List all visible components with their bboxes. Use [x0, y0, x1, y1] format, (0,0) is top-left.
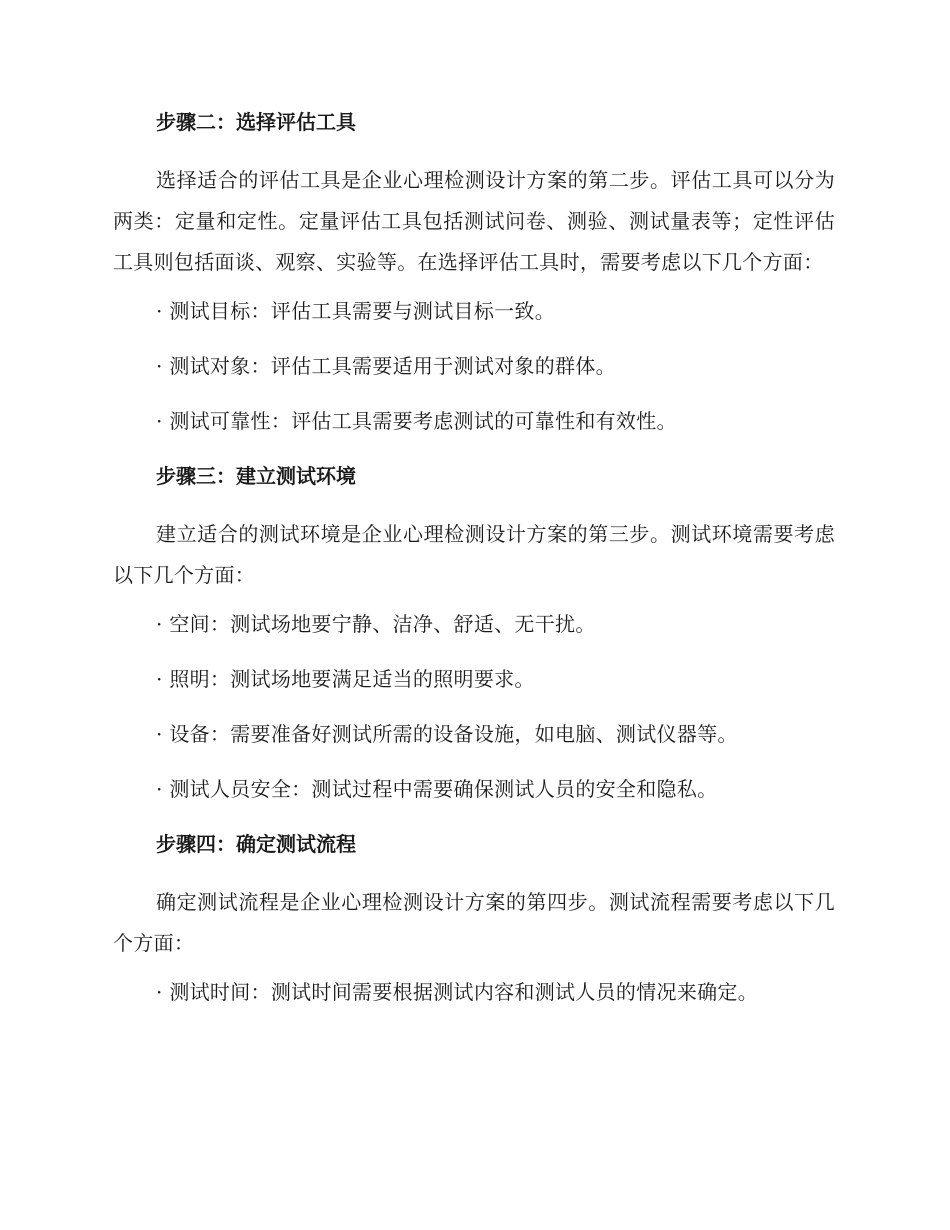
bullet-item: · 测试时间：测试时间需要根据测试内容和测试人员的情况来确定。 [156, 980, 759, 1004]
section-paragraph: 选择适合的评估工具是企业心理检测设计方案的第二步。评估工具可以分为两类：定量和定性。定量评估工具包括测试问卷、测验、测试量表等；定性评估工具则包括面谈、观察、实验等。在选择评估工具时，需要考虑以下几个方面： [113, 168, 835, 274]
bullet-item: · 测试目标：评估工具需要与测试目标一致。 [156, 299, 556, 323]
section-paragraph: 确定测试流程是企业心理检测设计方案的第四步。测试流程需要考虑以下几个方面： [113, 890, 835, 955]
bullet-item: · 空间：测试场地要宁静、洁净、舒适、无干扰。 [156, 612, 596, 636]
bullet-item: · 测试可靠性：评估工具需要考虑测试的可靠性和有效性。 [156, 409, 677, 433]
bullet-item: · 测试对象：评估工具需要适用于测试对象的群体。 [156, 354, 616, 378]
document-page [113, 106, 835, 1031]
bullet-item: · 设备：需要准备好测试所需的设备设施，如电脑、测试仪器等。 [156, 722, 738, 746]
section-heading: 步骤四：确定测试流程 [156, 832, 356, 856]
section-paragraph: 建立适合的测试环境是企业心理检测设计方案的第三步。测试环境需要考虑以下几个方面： [113, 522, 835, 587]
bullet-item: · 照明：测试场地要满足适当的照明要求。 [156, 667, 535, 691]
section-heading: 步骤三：建立测试环境 [156, 464, 356, 488]
bullet-item: · 测试人员安全：测试过程中需要确保测试人员的安全和隐私。 [156, 777, 718, 801]
section-heading: 步骤二：选择评估工具 [156, 110, 356, 134]
